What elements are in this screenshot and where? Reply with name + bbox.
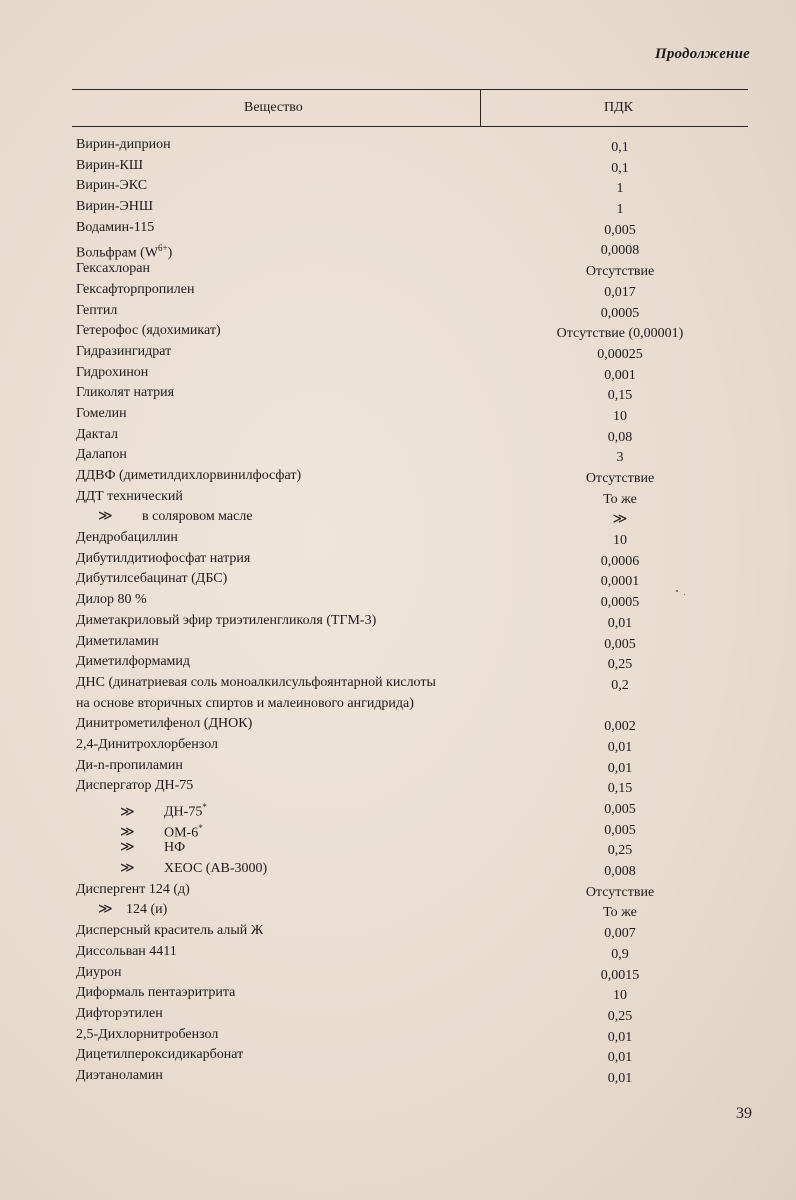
pdk-value: 10 xyxy=(613,533,627,549)
table-row xyxy=(0,673,796,714)
substance-name-text: ДНС (динатриевая соль моноалкилсульфоянтарной кислоты xyxy=(76,674,436,690)
substance-name-text: Гетерофос (ядохимикат) xyxy=(76,323,221,339)
pdk-value: 0,1 xyxy=(611,160,629,176)
pdk-value: 0,0005 xyxy=(600,595,640,611)
substance-name-text: ОМ-6 xyxy=(164,825,199,841)
substance-name-text: Дилор 80 % xyxy=(76,592,147,608)
table-row xyxy=(0,466,796,487)
table-row xyxy=(0,487,796,508)
substance-name xyxy=(76,342,546,362)
pdk-value: 0,005 xyxy=(604,822,636,838)
table-row xyxy=(0,238,796,262)
pdk-value: 0,08 xyxy=(607,429,633,445)
substance-name xyxy=(76,301,546,321)
table-row xyxy=(0,900,796,921)
substance-name xyxy=(76,673,546,714)
table-row xyxy=(0,652,796,673)
pdk-value: 0,01 xyxy=(607,760,633,776)
pdk-value: Отсутствие xyxy=(585,264,655,280)
substance-name-text: Вирин-КШ xyxy=(76,157,143,173)
substance-name-text: Диметиламин xyxy=(76,633,159,649)
table-row xyxy=(0,321,796,342)
substance-name xyxy=(76,1045,546,1065)
header-bottom-rule xyxy=(72,126,748,127)
table-row xyxy=(0,404,796,425)
pdk-value: 0,15 xyxy=(607,388,633,404)
substance-name-text: Дендробациллин xyxy=(76,530,178,546)
table-row xyxy=(0,176,796,197)
substance-name xyxy=(76,176,546,196)
table-row xyxy=(0,425,796,446)
substance-name-text: Вольфрам (W xyxy=(76,246,159,262)
table-row xyxy=(0,714,796,735)
substance-name-text: Диспергатор ДН-75 xyxy=(76,778,194,794)
table-body xyxy=(0,135,796,1087)
substance-name-text: 2,5-Дихлорнитробензол xyxy=(76,1026,219,1042)
pdk-value: Отсутствие xyxy=(585,471,655,486)
pdk-value: 0,01 xyxy=(607,1050,633,1066)
pdk-value: 0,9 xyxy=(611,946,629,962)
table-row xyxy=(0,632,796,653)
column-header-substance: Вещество xyxy=(244,100,303,115)
pdk-value: ≫ xyxy=(612,512,628,528)
superscript: * xyxy=(198,822,203,833)
table-row xyxy=(0,797,796,818)
substance-name xyxy=(76,569,546,589)
pdk-value: 0,00025 xyxy=(597,346,643,362)
table-row xyxy=(0,1066,796,1087)
substance-name-text: Вирин-диприон xyxy=(76,137,171,152)
pdk-value: 10 xyxy=(613,988,627,1004)
pdk-value: То же xyxy=(603,905,637,921)
substance-name-text: НФ xyxy=(164,840,186,856)
substance-name-text: Дифторэтилен xyxy=(76,1005,163,1021)
pdk-value: 0,25 xyxy=(607,843,633,859)
pdk-value: 0,15 xyxy=(607,781,633,797)
substance-name xyxy=(76,321,546,341)
substance-name-text: Вирин-ЭКС xyxy=(76,178,148,194)
substance-name-text: Динитрометилфенол (ДНОК) xyxy=(76,716,253,732)
pdk-value: 0,01 xyxy=(607,615,633,631)
table-row xyxy=(0,445,796,466)
substance-name-text: Водамин-115 xyxy=(76,219,155,235)
substance-name-text: Дактал xyxy=(76,426,118,442)
table-row xyxy=(0,507,796,528)
substance-name xyxy=(76,466,546,486)
substance-name xyxy=(76,735,546,755)
substance-name xyxy=(76,218,546,238)
substance-name xyxy=(76,549,546,569)
ditto-mark: ≫ xyxy=(120,804,135,820)
substance-name xyxy=(76,135,546,155)
table-row xyxy=(0,383,796,404)
substance-name-text: 2,4-Динитрохлорбензол xyxy=(76,736,219,752)
substance-name xyxy=(76,983,546,1003)
substance-name-text: Диметилформамид xyxy=(76,654,191,670)
table-row xyxy=(0,756,796,777)
table-row xyxy=(0,280,796,301)
table-row xyxy=(0,983,796,1004)
substance-name xyxy=(76,383,546,403)
substance-name-text: Гексахлоран xyxy=(76,261,150,277)
substance-name-text: Дибутилсебацинат (ДБС) xyxy=(76,571,228,587)
substance-name-text: Далапон xyxy=(76,447,127,463)
pdk-value: 0,001 xyxy=(604,367,636,383)
substance-name-text: ХЕОС (АВ-3000) xyxy=(164,861,268,877)
substance-name-text: 124 (и) xyxy=(126,902,168,918)
pdk-value: 0,1 xyxy=(611,140,629,155)
substance-name-text: ДДВФ (диметилдихлорвинилфосфат) xyxy=(76,468,302,483)
pdk-value: 0,2 xyxy=(611,677,629,693)
pdk-value: 0,0001 xyxy=(600,574,640,590)
substance-name xyxy=(120,838,590,858)
substance-name xyxy=(98,900,568,920)
pdk-value: 0,01 xyxy=(607,739,633,755)
substance-name-text: ДДТ технический xyxy=(76,488,183,504)
substance-name-tail: ) xyxy=(167,246,173,262)
ditto-mark: ≫ xyxy=(120,840,135,856)
pdk-value: 10 xyxy=(613,408,627,424)
table-row xyxy=(0,549,796,570)
substance-name-text: Гидразингидрат xyxy=(76,343,172,359)
table-row xyxy=(0,569,796,590)
pdk-value: 3 xyxy=(616,450,624,466)
substance-name xyxy=(76,1025,546,1045)
table-row xyxy=(0,859,796,880)
table-row xyxy=(0,1004,796,1025)
pdk-value: 0,005 xyxy=(604,802,636,818)
pdk-value: То же xyxy=(603,491,637,507)
substance-name-text: Диурон xyxy=(76,964,122,980)
print-speck xyxy=(684,594,685,595)
substance-name xyxy=(76,942,546,962)
substance-name xyxy=(76,963,546,983)
substance-name-text: ДН-75 xyxy=(164,804,203,820)
pdk-value: 0,01 xyxy=(607,1070,633,1086)
substance-name xyxy=(76,404,546,424)
substance-name xyxy=(76,259,546,279)
table-row xyxy=(0,963,796,984)
header-column-divider xyxy=(480,89,481,126)
table-row xyxy=(0,301,796,322)
substance-name xyxy=(76,156,546,176)
substance-name-text: Дибутилдитиофосфат натрия xyxy=(76,550,251,566)
substance-name-text: в соляровом масле xyxy=(142,509,253,525)
table-row xyxy=(0,528,796,549)
substance-name xyxy=(120,859,590,879)
table-row xyxy=(0,135,796,156)
table-row xyxy=(0,218,796,239)
pdk-value: Отсутствие xyxy=(585,884,655,900)
substance-name-continuation: на основе вторичных спиртов и малеинового ангидрида) xyxy=(76,695,414,711)
table-row xyxy=(0,1045,796,1066)
substance-name xyxy=(76,528,546,548)
substance-name-text: Диформаль пентаэритрита xyxy=(76,985,236,1001)
substance-name xyxy=(98,507,568,527)
substance-name xyxy=(76,921,546,941)
substance-name xyxy=(76,632,546,652)
table-row xyxy=(0,156,796,177)
pdk-value: Отсутствие (0,00001) xyxy=(556,326,684,342)
substance-name xyxy=(76,280,546,300)
pdk-value: 0,008 xyxy=(604,864,636,880)
substance-name-text: Гексафторпропилен xyxy=(76,281,195,297)
substance-name xyxy=(76,445,546,465)
table-row xyxy=(0,611,796,632)
column-header-pdk: ПДК xyxy=(604,100,633,115)
substance-name-text: Гидрохинон xyxy=(76,364,149,380)
substance-name xyxy=(76,1066,546,1086)
substance-name xyxy=(76,714,546,734)
table-row xyxy=(0,342,796,363)
substance-name-text: Диэтаноламин xyxy=(76,1067,163,1083)
pdk-value: 0,007 xyxy=(604,926,636,942)
pdk-value: 0,005 xyxy=(604,222,636,238)
pdk-value: 1 xyxy=(616,202,624,218)
table-row xyxy=(0,880,796,901)
substance-name-text: Гликолят натрия xyxy=(76,385,175,401)
table-row xyxy=(0,818,796,839)
table-row xyxy=(0,590,796,611)
substance-name-text: Диссольван 4411 xyxy=(76,943,177,959)
table-row xyxy=(0,942,796,963)
superscript: 6+ xyxy=(158,243,168,254)
pdk-value: 0,002 xyxy=(604,719,636,735)
table-row xyxy=(0,735,796,756)
table-row xyxy=(0,197,796,218)
continued-note: Продолжение xyxy=(654,46,750,62)
ditto-mark: ≫ xyxy=(98,902,113,918)
substance-name xyxy=(76,756,546,776)
substance-name xyxy=(76,1004,546,1024)
print-speck xyxy=(676,590,678,592)
pdk-value: 1 xyxy=(616,181,624,197)
substance-name xyxy=(76,425,546,445)
substance-name xyxy=(76,487,546,507)
ditto-mark: ≫ xyxy=(120,825,135,841)
substance-name-text: Диметакриловый эфир триэтиленгликоля (ТГМ-3) xyxy=(76,612,377,628)
pdk-value: 0,25 xyxy=(607,657,633,673)
pdk-value: 0,005 xyxy=(604,636,636,652)
table-row xyxy=(0,838,796,859)
substance-name xyxy=(76,197,546,217)
substance-name-text: Гомелин xyxy=(76,405,127,421)
pdk-value: 0,0006 xyxy=(600,553,640,569)
table-row xyxy=(0,259,796,280)
substance-name-text: Диспергент 124 (д) xyxy=(76,881,190,897)
pdk-value: 0,017 xyxy=(604,284,636,300)
pdk-value: 0,0008 xyxy=(600,243,640,259)
ditto-mark: ≫ xyxy=(98,509,113,525)
table-row xyxy=(0,1025,796,1046)
substance-name xyxy=(76,590,546,610)
substance-name-text: Ди-n-пропиламин xyxy=(76,757,183,773)
pdk-value: 0,0015 xyxy=(600,967,640,983)
table-row xyxy=(0,363,796,384)
pdk-value: 0,01 xyxy=(607,1029,633,1045)
table-row xyxy=(0,776,796,797)
ditto-mark: ≫ xyxy=(120,861,135,877)
table-top-rule xyxy=(72,89,748,90)
substance-name-text: Дисперсный краситель алый Ж xyxy=(76,923,264,939)
table-row xyxy=(0,921,796,942)
substance-name xyxy=(76,652,546,672)
substance-name xyxy=(76,880,546,900)
substance-name xyxy=(76,363,546,383)
substance-name-text: Дицетилпероксидикарбонат xyxy=(76,1047,244,1063)
substance-name-text: Гептил xyxy=(76,302,118,318)
page-number: 39 xyxy=(736,1105,752,1122)
substance-name xyxy=(76,776,546,796)
substance-name xyxy=(76,611,546,631)
substance-name-text: Вирин-ЭНШ xyxy=(76,199,153,215)
pdk-value: 0,25 xyxy=(607,1008,633,1024)
pdk-value: 0,0005 xyxy=(600,305,640,321)
superscript: * xyxy=(202,802,207,813)
